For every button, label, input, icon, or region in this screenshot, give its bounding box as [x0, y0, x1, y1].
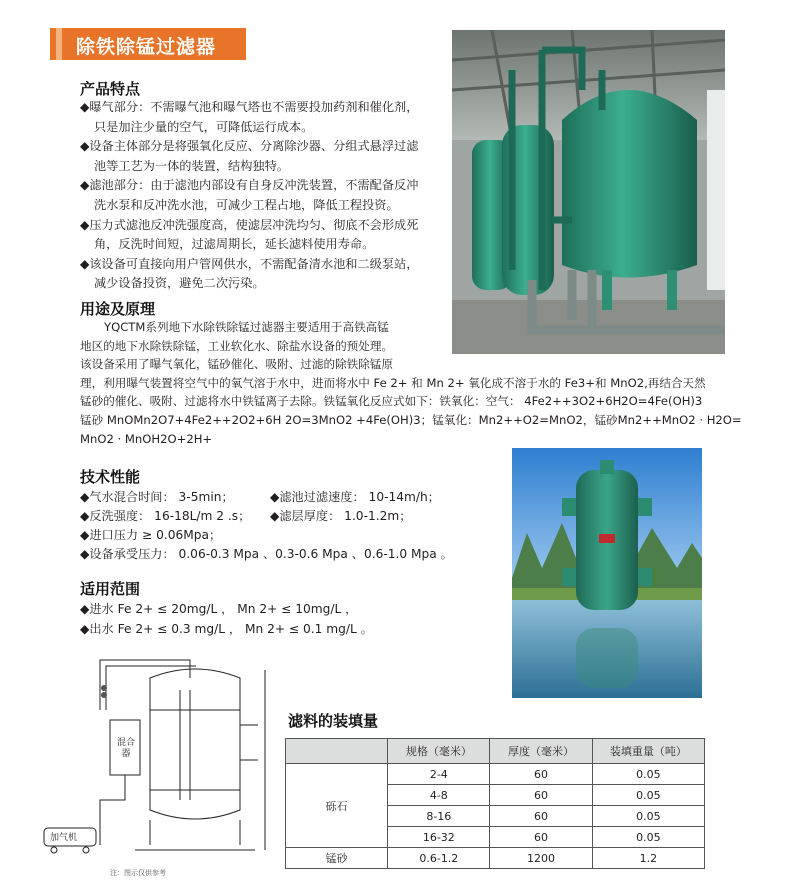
table-cell: 0.05 — [592, 806, 704, 827]
feature-item-continued: 只是加注少量的空气，可降低运行成本。 — [94, 119, 314, 134]
table-cell: 60 — [490, 806, 592, 827]
tech-heading: 技术性能 — [80, 468, 141, 486]
principle-line: 理，利用曝气装置将空气中的氧气溶于水中，进而将水中 Fe 2+ 和 Mn 2+ 氧化成不溶于水的 Fe3+和 MnO2,再结合天然 — [80, 375, 706, 390]
table-header-cell: 规格（毫米） — [388, 739, 490, 764]
principle-text — [80, 318, 742, 448]
features-list — [80, 98, 418, 294]
filter-schematic-drawing — [40, 650, 272, 880]
feature-item: ◆曝气部分：不需曝气池和曝气塔也不需要投加药剂和催化剂， — [80, 100, 419, 114]
table-cell: 60 — [490, 785, 592, 806]
mixer-label: 混合器 — [116, 738, 135, 759]
feature-item-continued: 洗水泵和反冲洗水池，可减少工程占地，降低工程投资。 — [94, 197, 399, 212]
table-cell: 0.6-1.2 — [388, 848, 490, 869]
feature-item: ◆该设备可直接向用户管网供水，不需配备清水池和二级泵站， — [80, 256, 419, 271]
principle-line: 锰砂的催化、吸附、过滤将水中铁锰离子去除。铁锰氧化反应式如下：铁氧化：空气： 4Fe2++3O2+6H2O=4Fe(OH)3 — [80, 394, 703, 409]
factory-tanks-illustration — [452, 30, 725, 354]
feature-item: ◆设备主体部分是将强氧化反应、分离除沙器、分组式悬浮过滤 — [80, 139, 419, 154]
filter-schematic — [40, 650, 272, 880]
table-cell: 2-4 — [388, 764, 490, 785]
feature-item: ◆压力式滤池反冲洗强度高，使滤层冲洗均匀、彻底不会形成死 — [80, 217, 419, 232]
table-header-cell: 装填重量（吨） — [592, 739, 704, 764]
table-cell: 1200 — [490, 848, 592, 869]
principle-heading: 用途及原理 — [80, 300, 156, 318]
principle-line: 该设备采用了曝气氧化，锰砂催化、吸附、过滤的除铁除锰原 — [80, 357, 394, 372]
table-cell: 0.05 — [592, 785, 704, 806]
table-cell: 1.2 — [592, 848, 704, 869]
feature-item-continued: 池等工艺为一体的装置，结构独特。 — [94, 158, 289, 173]
table-cell: 16-32 — [388, 827, 490, 848]
table-row — [286, 848, 705, 869]
feature-item-continued: 减少设备投资，避免二次污染。 — [94, 276, 265, 291]
table-cell: 4-8 — [388, 785, 490, 806]
tech-spec-item: ◆反洗强度： 16-18L/m 2 .s； — [80, 509, 251, 523]
table-header-cell — [286, 739, 388, 764]
table-cell: 60 — [490, 827, 592, 848]
table-cell: 60 — [490, 764, 592, 785]
filling-heading: 滤料的装填量 — [288, 712, 379, 730]
landscape-tank-illustration — [512, 448, 702, 698]
table-header-row — [286, 739, 705, 764]
scope-list — [80, 600, 373, 639]
landscape-tank-photo — [512, 448, 702, 698]
table-group-cell: 砾石 — [286, 764, 388, 848]
table-row — [286, 764, 705, 785]
scope-heading: 适用范围 — [80, 580, 141, 598]
title-banner — [50, 28, 246, 60]
page-title: 除铁除锰过滤器 — [76, 36, 217, 58]
principle-line: 锰砂 MnOMn2O7+4Fe2++2O2+6H 2O=3MnO2 +4Fe(OH)3；锰氧化：Mn2++O2=MnO2，锰砂Mn2++MnO2 · H2O= — [80, 412, 742, 427]
table-cell: 0.05 — [592, 764, 704, 785]
tech-spec-item: ◆滤层厚度： 1.0-1.2m； — [270, 509, 412, 523]
features-heading: 产品特点 — [80, 80, 141, 98]
tech-spec-item: ◆气水混合时间： 3-5min； — [80, 490, 234, 504]
table-cell: 0.05 — [592, 827, 704, 848]
tech-spec-item: ◆进口压力 ≥ 0.06Mpa； — [80, 528, 222, 542]
feature-item-continued: 角，反洗时间短，过滤周期长，延长滤料使用寿命。 — [94, 237, 375, 252]
principle-line: MnO2 · MnOH2O+2H+ — [80, 431, 213, 446]
scope-line-1: ◆进水 Fe 2+ ≤ 20mg/L ， Mn 2+ ≤ 10mg/L ， — [80, 602, 358, 616]
diagram-footer: 注：图示仅供参考 — [110, 869, 166, 877]
feature-item: ◆滤池部分：由于滤池内部设有自身反冲洗装置，不需配备反冲 — [80, 178, 419, 193]
table-group-cell: 锰砂 — [286, 848, 388, 869]
filling-table — [285, 738, 705, 869]
title-stripe — [56, 28, 62, 60]
scope-line-2: ◆出水 Fe 2+ ≤ 0.3 mg/L ， Mn 2+ ≤ 0.1 mg/L 。 — [80, 621, 373, 636]
table-cell: 8-16 — [388, 806, 490, 827]
table-header-cell: 厚度（毫米） — [490, 739, 592, 764]
tech-spec-item: ◆滤池过滤速度： 10-14m/h； — [270, 490, 440, 504]
factory-tanks-photo — [452, 30, 725, 354]
compressor-label: 加气机 — [50, 833, 78, 843]
tech-spec-item: ◆设备承受压力： 0.06-0.3 Mpa 、0.3-0.6 Mpa 、0.6-1.0 Mpa 。 — [80, 547, 453, 561]
principle-line: YQCTM系列地下水除铁除锰过滤器主要适用于高铁高锰 — [104, 320, 389, 334]
principle-line: 地区的地下水除铁除锰，工业软化水、除盐水设备的预处理。 — [80, 338, 394, 353]
